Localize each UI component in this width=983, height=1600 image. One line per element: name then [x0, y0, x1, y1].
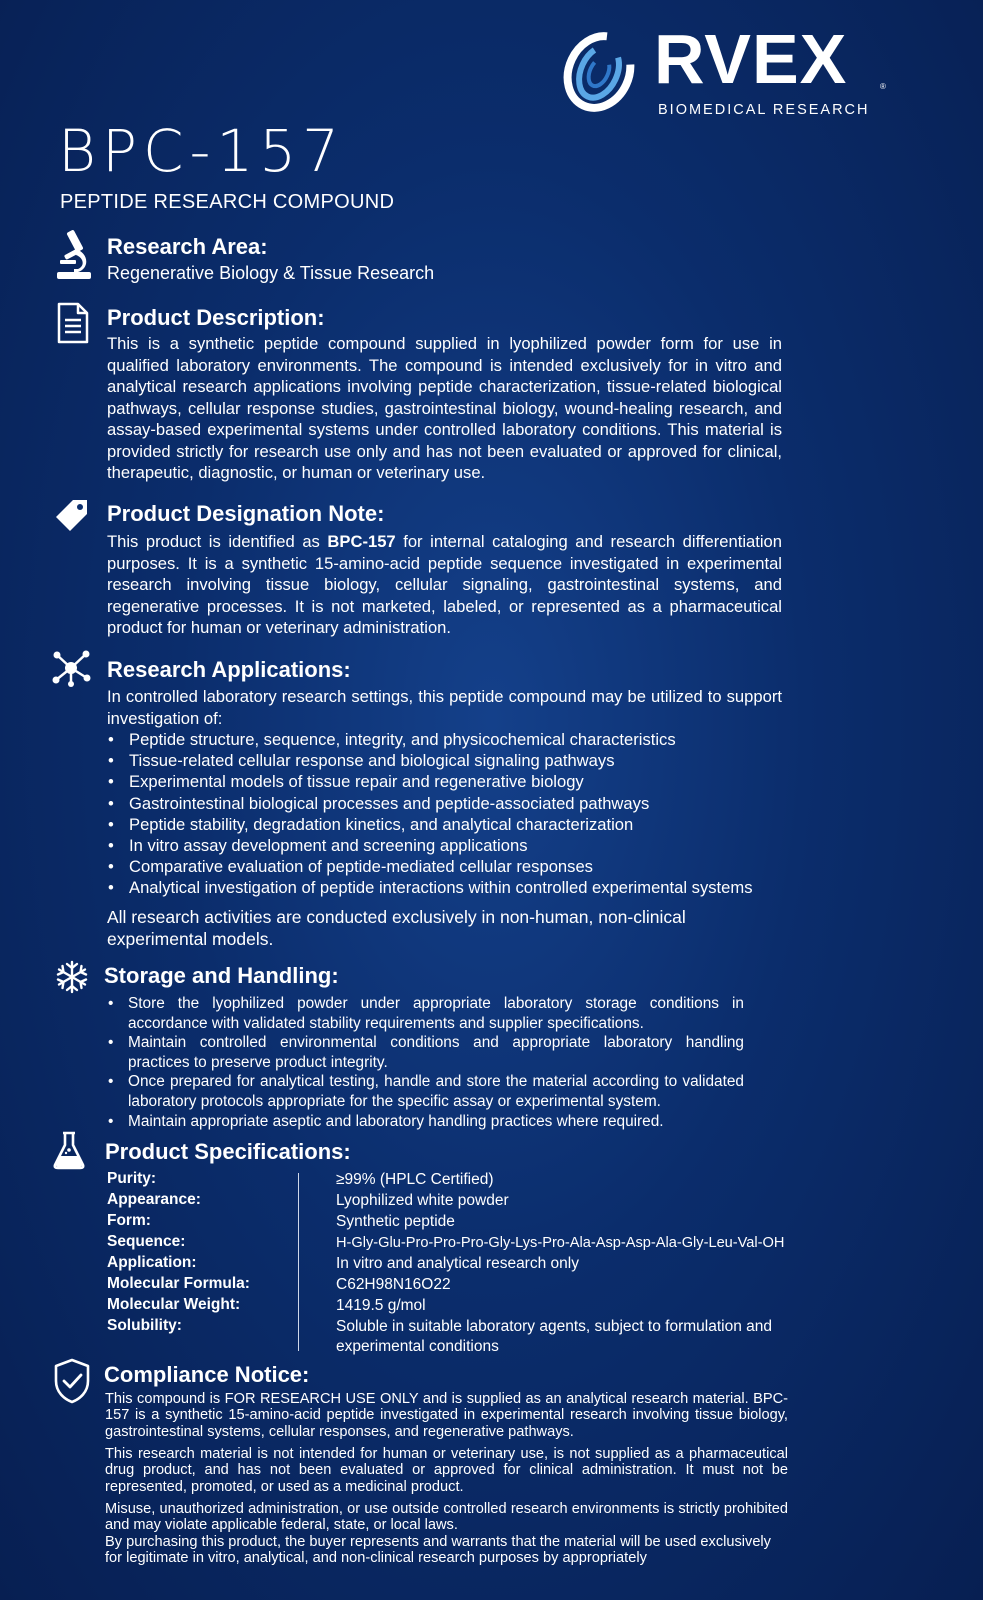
spec-row [107, 1212, 867, 1233]
spec-value: H-Gly-Glu-Pro-Pro-Pro-Gly-Lys-Pro-Ala-Asp-Asp-Ala-Gly-Leu-Val-OH [336, 1235, 785, 1251]
brand-name: RVEX [654, 20, 848, 98]
spec-value: Soluble in suitable laboratory agents, subject to formulation and experimental conditions [336, 1318, 772, 1355]
applications-list [106, 729, 806, 899]
page-title: BPC-157 [58, 117, 346, 185]
storage-item: • Maintain appropriate aseptic and laboratory handling practices where required. [106, 1112, 744, 1132]
compliance-paragraph-4: By purchasing this product, the buyer represents and warrants that the material will be used exclusively for legitimate in vitro, analytical, and non-clinical research purposes by appropriately [105, 1534, 771, 1567]
designation-text-after: for internal cataloging and research differentiation purposes. It is a synthetic 15-amino-acid peptide sequence investigated in experimental research involving tissue biology, cellular signaling, gastrointestinal systems, and regenerative processes. It is not marketed, labeled, or represented as a pharmaceutical product for human or veterinary administration. [107, 532, 782, 637]
document-icon [56, 302, 90, 344]
swirl-logo-icon [562, 30, 636, 114]
tag-icon [55, 498, 89, 532]
spec-label: Solubility: [107, 1317, 182, 1334]
storage-item: • Maintain controlled environmental conditions and appropriate laboratory handling practices to preserve product integrity. [106, 1033, 744, 1072]
research-area-value: Regenerative Biology & Tissue Research [107, 263, 435, 283]
specs-title: Product Specifications: [105, 1139, 351, 1164]
microscope-icon [54, 228, 94, 284]
spec-label: Molecular Formula: [107, 1275, 250, 1292]
application-item: • Analytical investigation of peptide interactions within controlled experimental systems [106, 877, 806, 898]
applications-outro: All research activities are conducted exclusively in non-human, non-clinical experimental models. [107, 907, 686, 949]
spec-value: In vitro and analytical research only [336, 1255, 579, 1272]
compliance-paragraph-1: This compound is FOR RESEARCH USE ONLY and is supplied as an analytical research material. BPC-157 is a synthetic 15-amino-acid peptide investigated in experimental research involving tissue biology, gastrointestinal systems, cellular responses, and regenerative pathways. [105, 1391, 788, 1440]
applications-intro: In controlled laboratory research settings, this peptide compound may be utilized to support investigation of: [107, 687, 782, 728]
compliance-paragraph-2: This research material is not intended for human or veterinary use, is not supplied as a pharmaceutical drug product, and has not been evaluated or approved for clinical administration. It must not be represented, promoted, or used as a medicinal product. [105, 1446, 788, 1495]
snowflake-icon [55, 960, 89, 994]
molecule-icon [52, 650, 92, 688]
designation-product-name: BPC-157 [327, 532, 396, 551]
storage-list [106, 994, 744, 1131]
spec-row [107, 1191, 867, 1212]
spec-row [107, 1233, 867, 1254]
description-title: Product Description: [107, 305, 325, 330]
storage-item: • Once prepared for analytical testing, handle and store the material according to validated laboratory protocols appropriate for the specific assay or experimental system. [106, 1072, 744, 1111]
applications-title: Research Applications: [107, 657, 351, 682]
shield-check-icon [52, 1357, 92, 1405]
spec-row [107, 1296, 867, 1317]
spec-row [107, 1254, 867, 1275]
page-subtitle: PEPTIDE RESEARCH COMPOUND [60, 191, 395, 213]
description-text: This is a synthetic peptide compound supplied in lyophilized powder form for use in qualified laboratory environments. The compound is intended exclusively for in vitro and analytical research applications involving peptide characterization, tissue-related biological pathways, cellular response studies, gastrointestinal biology, wound-healing research, and assay-based experimental systems under controlled laboratory conditions. This material is provided strictly for research use only and has not been evaluated or approved for clinical, therapeutic, diagnostic, or human or veterinary use. [107, 334, 782, 482]
application-item: • In vitro assay development and screening applications [106, 835, 806, 856]
spec-value: ≥99% (HPLC Certified) [336, 1171, 494, 1188]
storage-item: • Store the lyophilized powder under appropriate laboratory storage conditions in accordance with validated stability requirements and supplier specifications. [106, 994, 744, 1033]
spec-value: 1419.5 g/mol [336, 1297, 426, 1314]
designation-text-before: This product is identified as [107, 532, 328, 551]
spec-label: Molecular Weight: [107, 1296, 241, 1313]
application-item: • Experimental models of tissue repair and regenerative biology [106, 771, 806, 792]
spec-value: Lyophilized white powder [336, 1192, 509, 1209]
flask-icon [52, 1130, 86, 1170]
spec-label: Form: [107, 1212, 151, 1229]
spec-value: Synthetic peptide [336, 1213, 455, 1230]
application-item: • Peptide stability, degradation kinetics, and analytical characterization [106, 814, 806, 835]
storage-title: Storage and Handling: [104, 963, 339, 988]
spec-label: Sequence: [107, 1233, 186, 1250]
research-area-title: Research Area: [107, 234, 268, 259]
trademark-mark: ® [880, 82, 886, 91]
application-item: • Gastrointestinal biological processes and peptide-associated pathways [106, 793, 806, 814]
spec-label: Purity: [107, 1170, 157, 1187]
spec-row [107, 1170, 867, 1191]
application-item: • Tissue-related cellular response and biological signaling pathways [106, 750, 806, 771]
spec-label: Application: [107, 1254, 197, 1271]
spec-row [107, 1275, 867, 1296]
spec-label: Appearance: [107, 1191, 201, 1208]
specs-table [107, 1170, 867, 1355]
application-item: • Comparative evaluation of peptide-mediated cellular responses [106, 856, 806, 877]
brand-logo [562, 20, 892, 118]
spec-row [107, 1317, 867, 1355]
compliance-title: Compliance Notice: [104, 1362, 310, 1387]
brand-subtitle: BIOMEDICAL RESEARCH [658, 102, 870, 118]
compliance-paragraph-3: Misuse, unauthorized administration, or use outside controlled research environments is strictly prohibited and may violate applicable federal, state, or local laws. [105, 1501, 788, 1534]
spec-value: C62H98N16O22 [336, 1276, 451, 1293]
designation-title: Product Designation Note: [107, 501, 385, 526]
designation-text [107, 531, 782, 639]
application-item: • Peptide structure, sequence, integrity, and physicochemical characteristics [106, 729, 806, 750]
